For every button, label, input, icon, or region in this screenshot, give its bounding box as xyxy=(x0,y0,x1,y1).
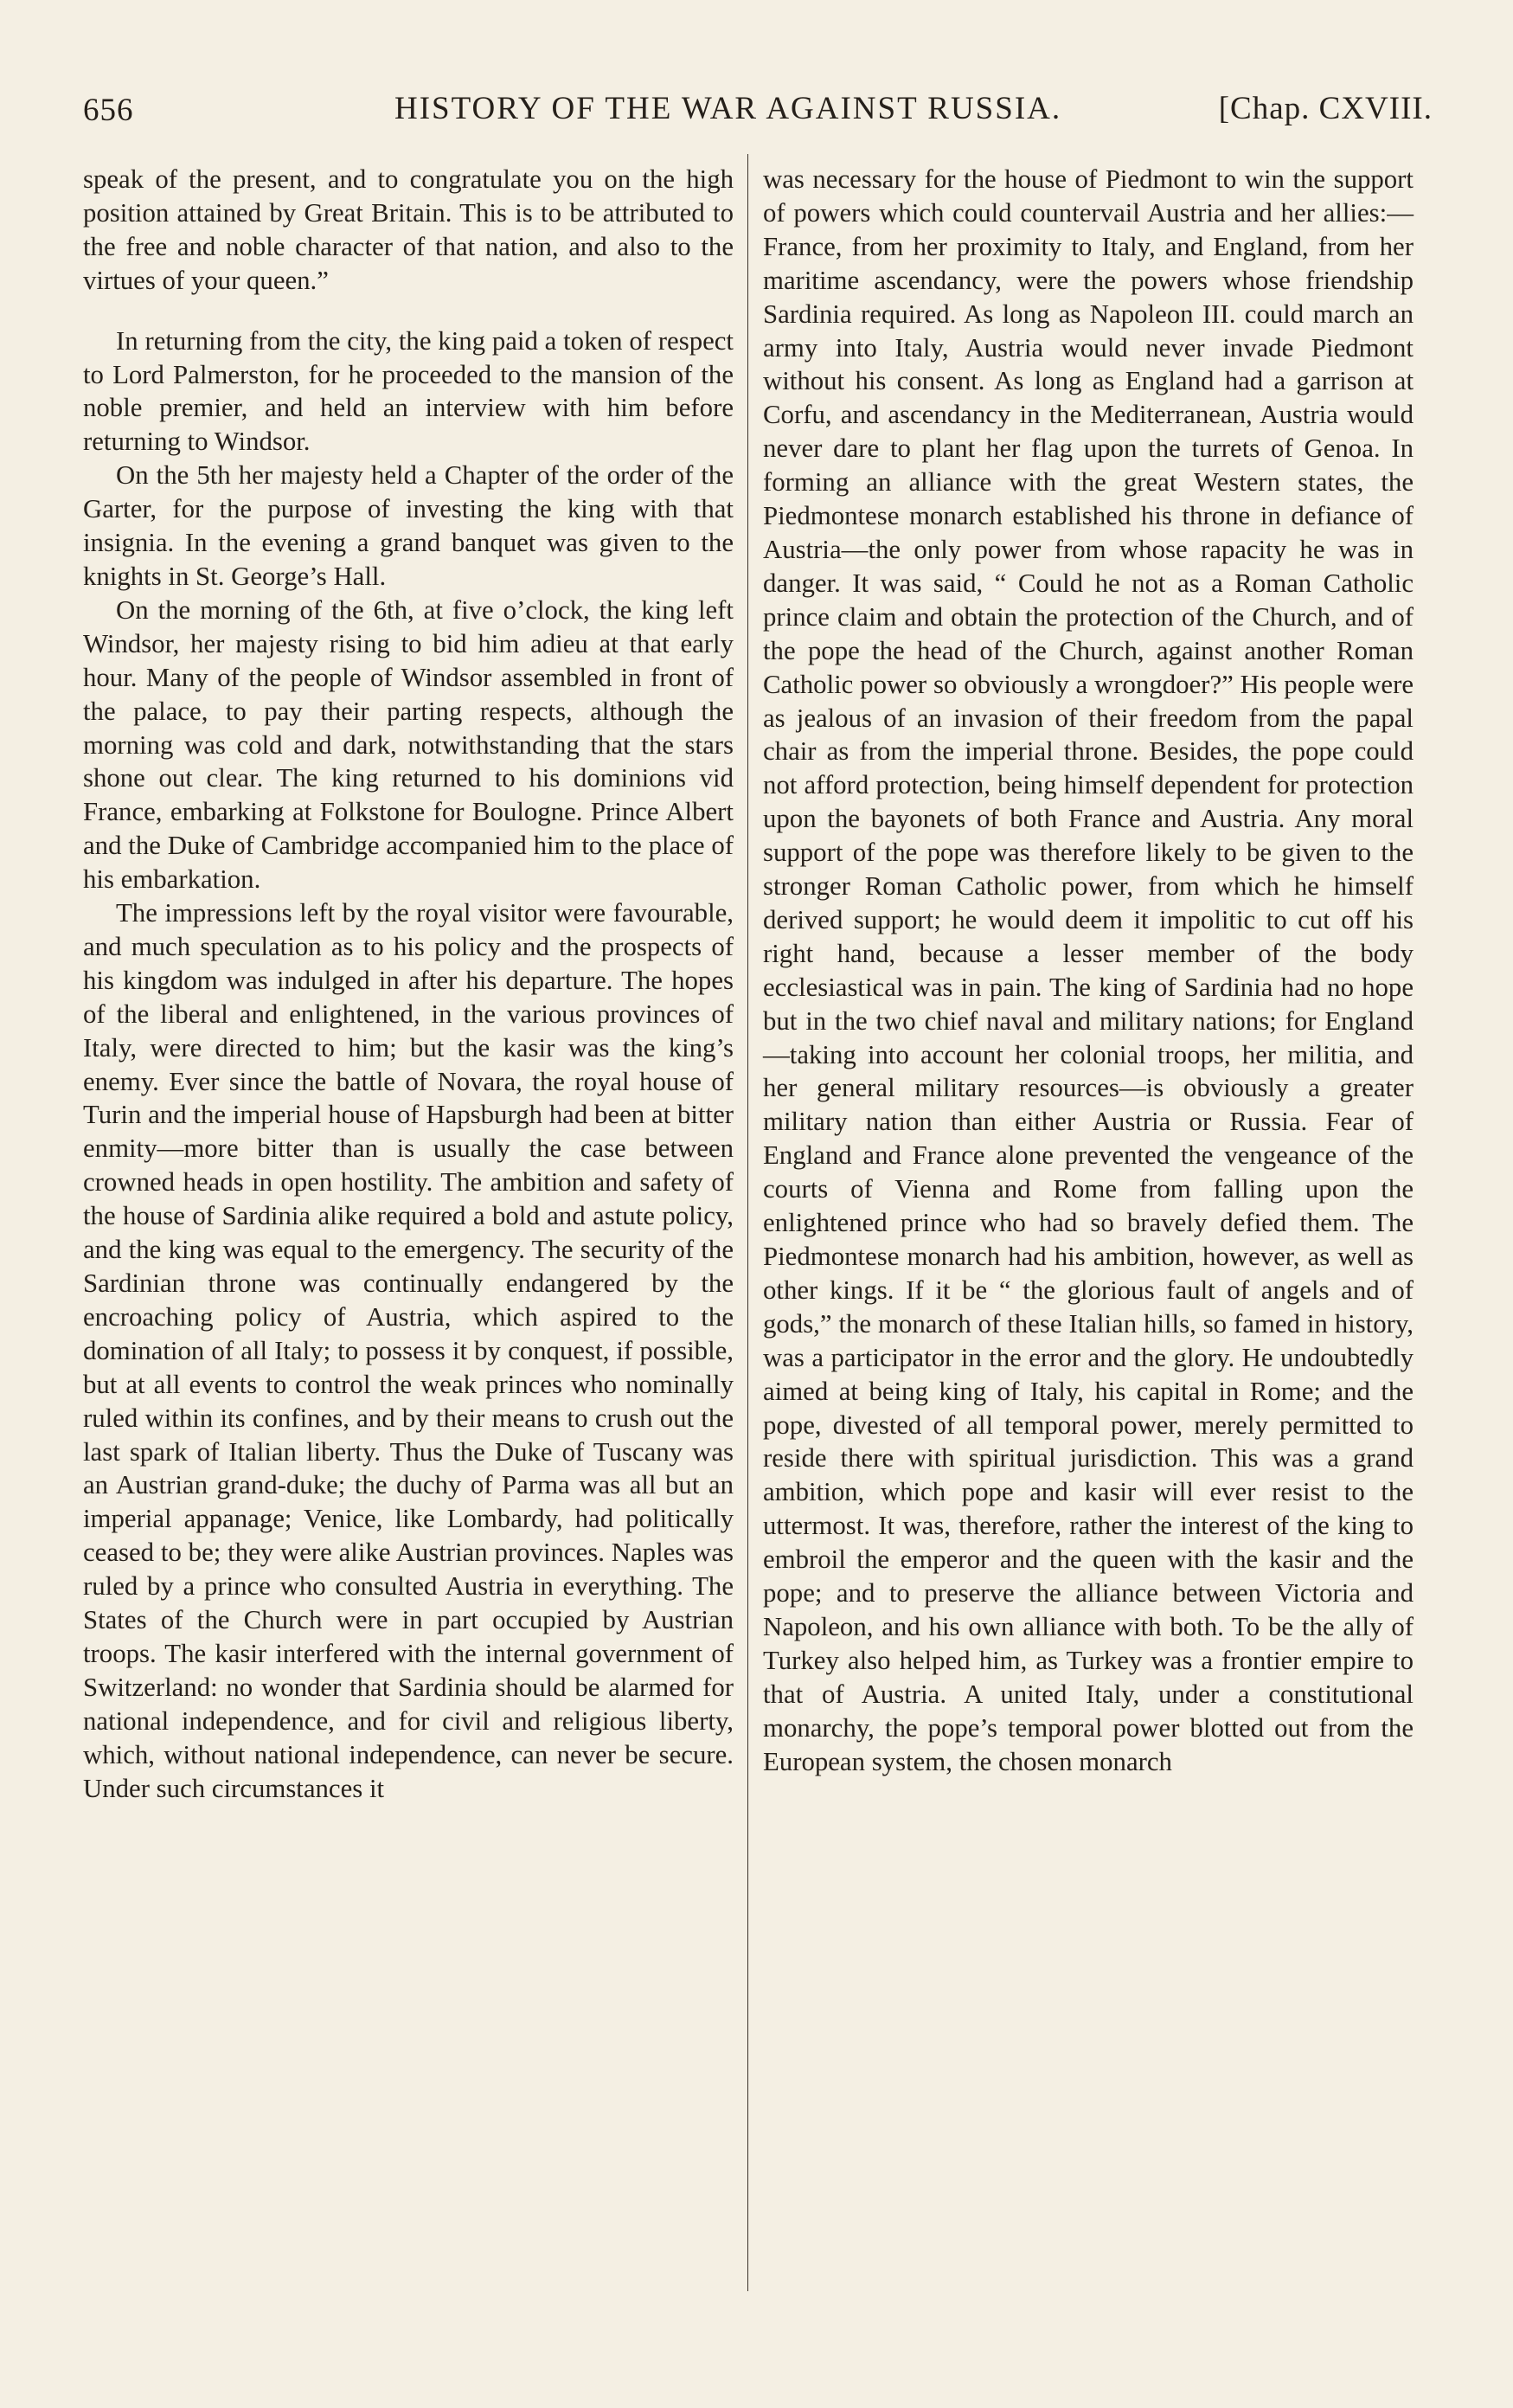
chapter-reference: [Chap. CXVIII. xyxy=(1218,91,1433,126)
paragraph: speak of the present, and to congratulate you on the high position attained by Great Britain. This is to be attributed to the free and noble character of that nation, and also to the virtues of your queen.” xyxy=(83,164,734,295)
paragraph: On the 5th her majesty held a Chapter of the order of the Garter, for the purpose of investing the king with that insignia. In the evening a grand banquet was given to the knights in St. George’s Hall. xyxy=(83,460,734,591)
paragraph: The impressions left by the royal visitor were favourable, and much speculation as to his policy and the prospects of his kingdom was indulged in after his departure. The hopes of the liberal and enlightened, in the various provinces of Italy, were directed to him; but the kasir was the king’s enemy. Ever since the battle of Novara, the royal house of Turin and the imperial house of Hapsburgh had been at bitter enmity—more bitter than is usually the case between crowned heads in open hostility. The ambition and safety of the house of Sardinia alike required a bold and astute policy, and the king was equal to the emergency. The security of the Sardinian throne was continually endangered by the encroaching policy of Austria, which aspired to the domination of all Italy; to possess it by conquest, if possible, but at all events to control the weak princes who nominally ruled within its confines, and by their means to crush out the last spark of Italian liberty. Thus the Duke of Tuscany was an Austrian grand-duke; the duchy of Parma was all but an imperial appanage; Venice, like Lombardy, had politically ceased to be; they were alike Austrian provinces. Naples was ruled by a prince who consulted Austria in everything. The States of the Church were in part occupied by Austrian troops. The kasir interfered with the internal government of Switzerland: no wonder that Sardinia should be alarmed for national independence, and for civil and religious liberty, which, without national independence, can never be secure. Under such circumstances it xyxy=(83,898,734,1803)
page-header xyxy=(83,87,1433,130)
column-divider xyxy=(747,154,748,2291)
paragraph: was necessary for the house of Piedmont to win the support of powers which could countervail Austria and her allies:—France, from her proximity to Italy, and England, from her maritime ascendancy, were the powers whose friendship Sardinia required. As long as Napoleon III. could march an army into Italy, Austria would never invade Piedmont without his consent. As long as England had a garrison at Corfu, and ascendancy in the Mediterranean, Austria would never dare to plant her flag upon the turrets of Genoa. In forming an alliance with the great Western states, the Piedmontese monarch established his throne in defiance of Austria—the only power from whose rapacity he was in danger. It was said, “ Could he not as a Roman Catholic prince claim and obtain the protection of the Church, and of the pope the head of the Church, against another Roman Catholic power so obviously a wrongdoer?” His people were as jealous of an invasion of their freedom from the papal chair as from the imperial throne. Besides, the pope could not afford protection, being himself dependent for protection upon the bayonets of both France and Austria. Any moral support of the pope was therefore likely to be given to the stronger Roman Catholic power, from which he himself derived support; he would deem it impolitic to cut off his right hand, because a lesser member of the body ecclesiastical was in pain. The king of Sardinia had no hope but in the two chief naval and military nations; for England—taking into account her colonial troops, her militia, and her general military resources—is obviously a greater military nation than either Austria or Russia. Fear of England and France alone prevented the vengeance of the courts of Vienna and Rome from falling upon the enlightened prince who had so bravely defied them. The Piedmontese monarch had his ambition, however, as well as other kings. If it be “ the glorious fault of angels and of gods,” the monarch of these Italian hills, so famed in history, was a participator in the error and the glory. He undoubtedly aimed at being king of Italy, his capital in Rome; and the pope, divested of all temporal power, merely permitted to reside there with spiritual jurisdiction. This was a grand ambition, which pope and kasir will ever resist to the uttermost. It was, therefore, rather the interest of the king to embroil the emperor and the queen with the kasir and the pope; and to preserve the alliance between Victoria and Napoleon, and his own alliance with both. To be the ally of Turkey also helped him, as Turkey was a frontier empire to that of Austria. A united Italy, under a constitutional monarchy, the pope’s temporal power blotted out from the European system, the chosen monarch xyxy=(763,164,1414,1776)
paragraph: On the morning of the 6th, at five o’clock, the king left Windsor, her majesty rising to bid him adieu at that early hour. Many of the people of Windsor assembled in front of the palace, to pay their parting respects, although the morning was cold and dark, notwithstanding that the stars shone out clear. The king returned to his dominions vid France, embarking at Folkstone for Boulogne. Prince Albert and the Duke of Cambridge accompanied him to the place of his embarkation. xyxy=(83,594,734,895)
running-title: HISTORY OF THE WAR AGAINST RUSSIA. xyxy=(394,91,1062,126)
left-column xyxy=(83,163,734,1806)
paragraph: In returning from the city, the king paid a token of respect to Lord Palmerston, for he proceeded to the mansion of the noble premier, and held an interview with him before returning to Windsor. xyxy=(83,325,734,457)
right-column xyxy=(763,163,1414,1779)
page-number: 656 xyxy=(83,93,134,128)
